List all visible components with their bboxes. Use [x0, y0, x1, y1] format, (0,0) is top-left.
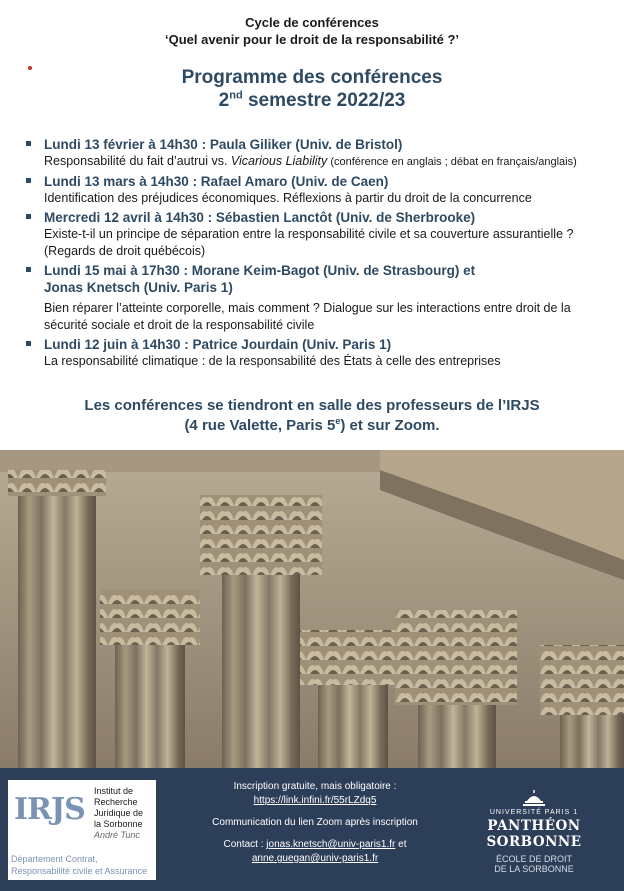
- cycle-heading: [0, 14, 624, 48]
- pantheon-dome-icon: [523, 790, 545, 806]
- cycle-line-1: Cycle de conférences: [245, 15, 379, 30]
- event-description: Responsabilité du fait d’autrui vs. Vicarious Liability (conférence en anglais ; débat en français/anglais): [44, 154, 577, 168]
- events-list: [26, 136, 606, 372]
- contact-line: Contact : jonas.knetsch@univ-paris1.fr et: [223, 839, 407, 850]
- registration-link[interactable]: https://link.infini.fr/55rLZdq5: [253, 795, 377, 806]
- bullet-square-icon: [26, 178, 31, 183]
- event-description: La responsabilité climatique : de la responsabilité des États à celle des entreprises: [44, 354, 501, 368]
- venue-line-1: Les conférences se tiendront en salle des professeurs de l’IRJS: [84, 397, 540, 414]
- irjs-logo-block: [8, 780, 156, 850]
- programme-title: [0, 66, 624, 112]
- event-description: Bien réparer l’atteinte corporelle, mais comment ? Dialogue sur les interactions entre droit de la sécurité sociale et droit de la responsabilité civile: [44, 301, 571, 332]
- department-label: Département Contrat, Responsabilité civile et Assurance: [8, 850, 156, 880]
- event-heading: Lundi 13 février à 14h30 : Paula Giliker (Univ. de Bristol): [44, 137, 403, 152]
- irjs-logo: IRJS: [14, 792, 85, 827]
- footer-band: [0, 768, 624, 891]
- programme-title-line-1: Programme des conférences: [181, 67, 443, 88]
- irjs-name: Institut de Recherche Juridique de la Sorbonne André Tunc: [94, 786, 144, 840]
- pantheon-sorbonne-logo: UNIVERSITÉ PARIS 1 PANTHÉON SORBONNE ÉCOLE DE DROIT DE LA SORBONNE: [448, 790, 620, 874]
- event-heading-line-2: Jonas Knetsch (Univ. Paris 1): [44, 280, 233, 295]
- event-heading: Lundi 13 mars à 14h30 : Rafael Amaro (Univ. de Caen): [44, 174, 389, 189]
- list-item: [26, 262, 606, 334]
- bullet-square-icon: [26, 267, 31, 272]
- venue-line-2: (4 rue Valette, Paris 5e) et sur Zoom.: [184, 416, 440, 434]
- list-item: [26, 136, 606, 171]
- columns-photo: [0, 450, 624, 768]
- zoom-note: Communication du lien Zoom après inscription: [212, 817, 418, 828]
- event-description: Identification des préjudices économiques. Réflexions à partir du droit de la concurrence: [44, 191, 532, 205]
- email-link-1[interactable]: jonas.knetsch@univ-paris1.fr: [266, 839, 396, 850]
- programme-title-line-2: 2nd semestre 2022/23: [218, 89, 406, 111]
- event-heading: Lundi 12 juin à 14h30 : Patrice Jourdain (Univ. Paris 1): [44, 337, 392, 352]
- cycle-line-2: ‘Quel avenir pour le droit de la responsabilité ?’: [164, 32, 459, 47]
- list-item: [26, 173, 606, 207]
- bullet-square-icon: [26, 214, 31, 219]
- list-item: [26, 209, 606, 260]
- registration-info: [182, 780, 448, 866]
- bullet-square-icon: [26, 141, 31, 146]
- columns-illustration: [0, 450, 624, 768]
- event-heading-line-1: Lundi 15 mai à 17h30 : Morane Keim-Bagot (Univ. de Strasbourg) et: [44, 263, 476, 278]
- email-link-2[interactable]: anne.guegan@univ-paris1.fr: [251, 853, 379, 864]
- event-heading: Mercredi 12 avril à 14h30 : Sébastien Lanctôt (Univ. de Sherbrooke): [44, 210, 476, 225]
- event-description: Existe-t-il un principe de séparation entre la responsabilité civile et sa couverture assurantielle ? (Regards de droit québécois): [44, 227, 574, 258]
- bullet-square-icon: [26, 341, 31, 346]
- list-item: [26, 336, 606, 370]
- venue-notice: [0, 396, 624, 436]
- inscription-text: Inscription gratuite, mais obligatoire :: [233, 781, 397, 792]
